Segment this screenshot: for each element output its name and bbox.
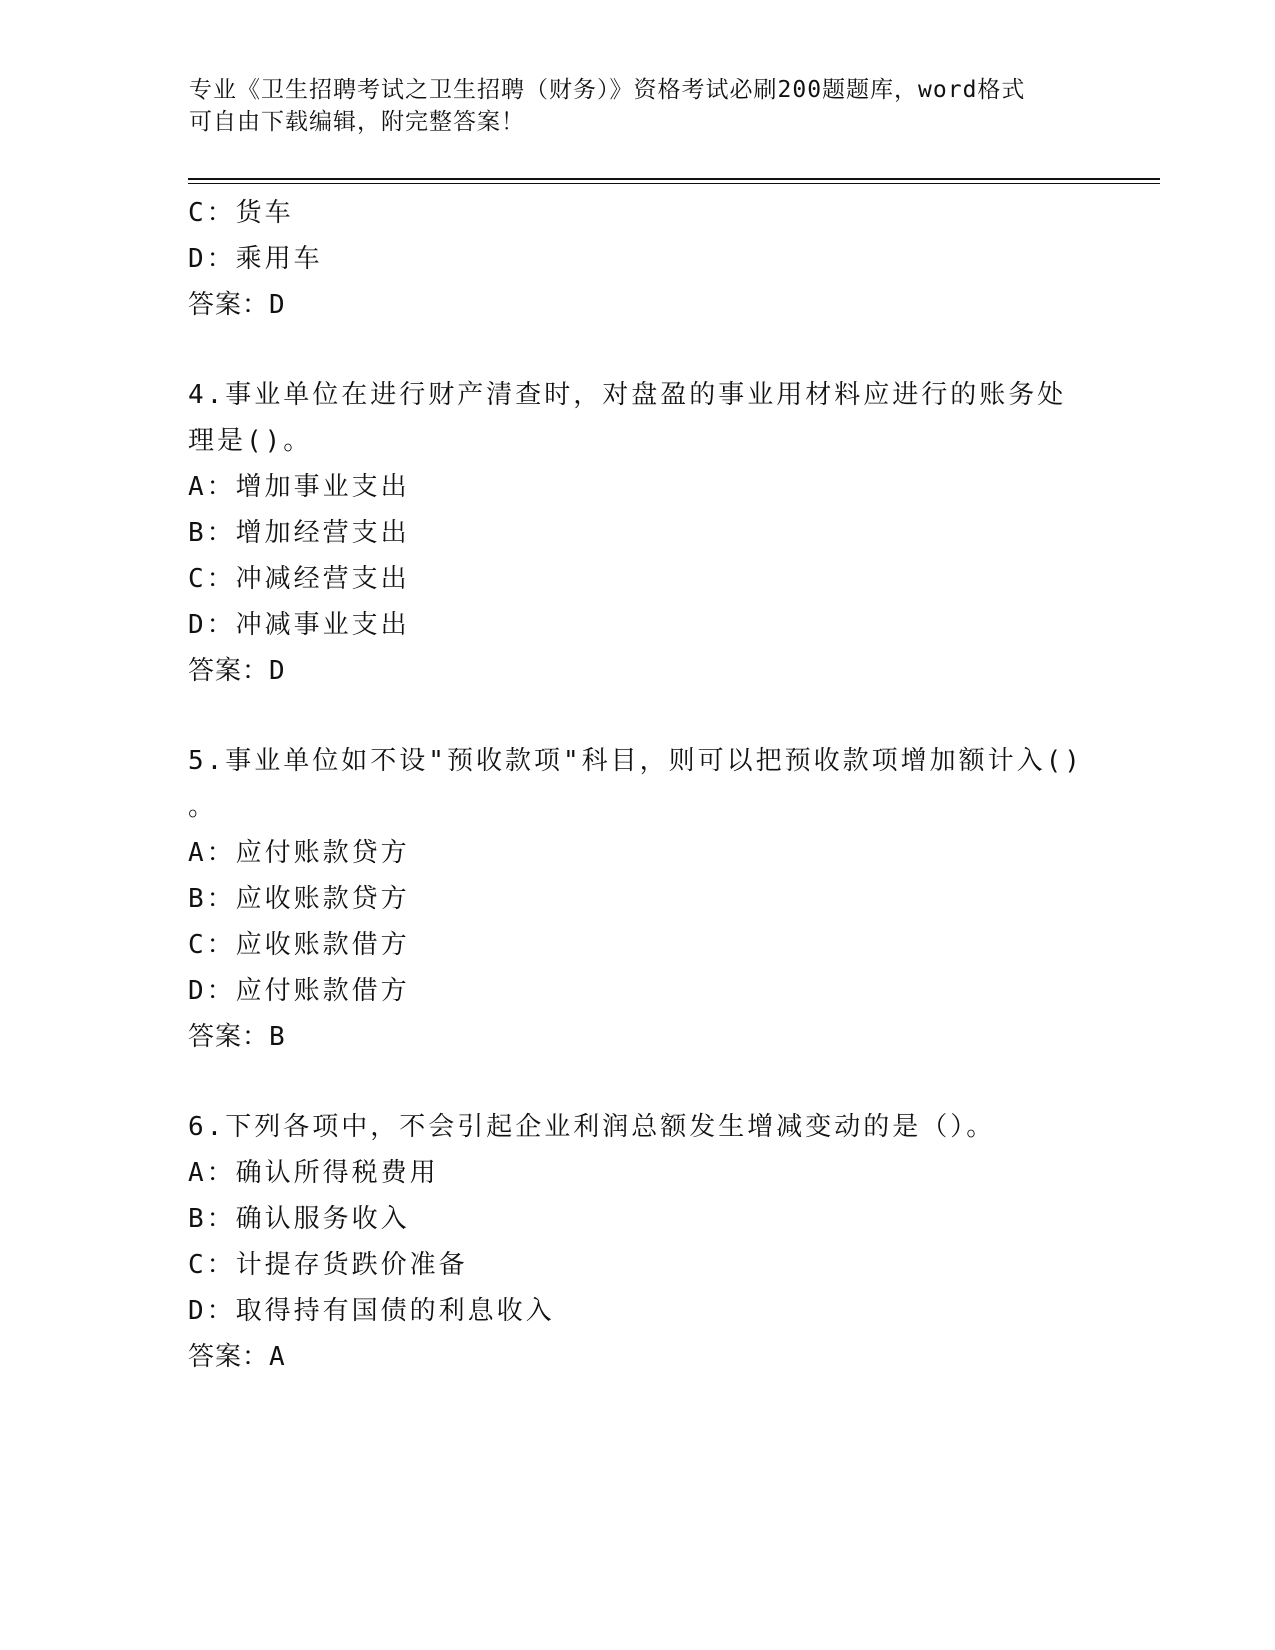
q5-stem-line-2: 。: [188, 792, 218, 822]
q5-option-d: D：应付账款借方: [188, 976, 410, 1006]
spacer: [188, 694, 1088, 738]
q6-option-c: C：计提存货跌价准备: [188, 1250, 468, 1280]
question-list: [188, 190, 1088, 1380]
question-6: [188, 1104, 1088, 1380]
q4-option-d: D：冲减事业支出: [188, 610, 410, 640]
header-line-2: 可自由下载编辑，附完整答案！: [189, 109, 525, 135]
q3-option-d: D：乘用车: [188, 244, 323, 274]
q5-stem-line-1: 5.事业单位如不设"预收款项"科目，则可以把预收款项增加额计入(): [188, 746, 1083, 776]
question-3: [188, 190, 1088, 328]
spacer: [188, 1060, 1088, 1104]
header-divider-thick: [188, 178, 1160, 180]
question-4: [188, 372, 1088, 694]
question-5: [188, 738, 1088, 1060]
q6-answer: 答案：A: [188, 1342, 286, 1372]
q6-option-b: B：确认服务收入: [188, 1204, 410, 1234]
q6-stem: 6.下列各项中，不会引起企业利润总额发生增减变动的是（）。: [188, 1112, 996, 1142]
q5-option-a: A：应付账款贷方: [188, 838, 410, 868]
q4-option-c: C：冲减经营支出: [188, 564, 410, 594]
q4-answer: 答案：D: [188, 656, 286, 686]
q6-option-d: D：取得持有国债的利息收入: [188, 1296, 555, 1326]
q6-option-a: A：确认所得税费用: [188, 1158, 439, 1188]
q4-option-b: B：增加经营支出: [188, 518, 410, 548]
header-divider-thin: [188, 183, 1160, 184]
header-line-1: 专业《卫生招聘考试之卫生招聘（财务）》资格考试必刷200题题库，word格式: [189, 77, 1026, 103]
q4-option-a: A：增加事业支出: [188, 472, 410, 502]
q4-stem-line-1: 4.事业单位在进行财产清查时，对盘盈的事业用材料应进行的账务处: [188, 380, 1067, 410]
spacer: [188, 328, 1088, 372]
q5-option-b: B：应收账款贷方: [188, 884, 410, 914]
q5-option-c: C：应收账款借方: [188, 930, 410, 960]
q5-answer: 答案：B: [188, 1022, 286, 1052]
q3-answer: 答案：D: [188, 290, 286, 320]
q4-stem-line-2: 理是()。: [188, 426, 313, 456]
q3-option-c: C：货车: [188, 198, 294, 228]
document-header: [189, 74, 1089, 138]
